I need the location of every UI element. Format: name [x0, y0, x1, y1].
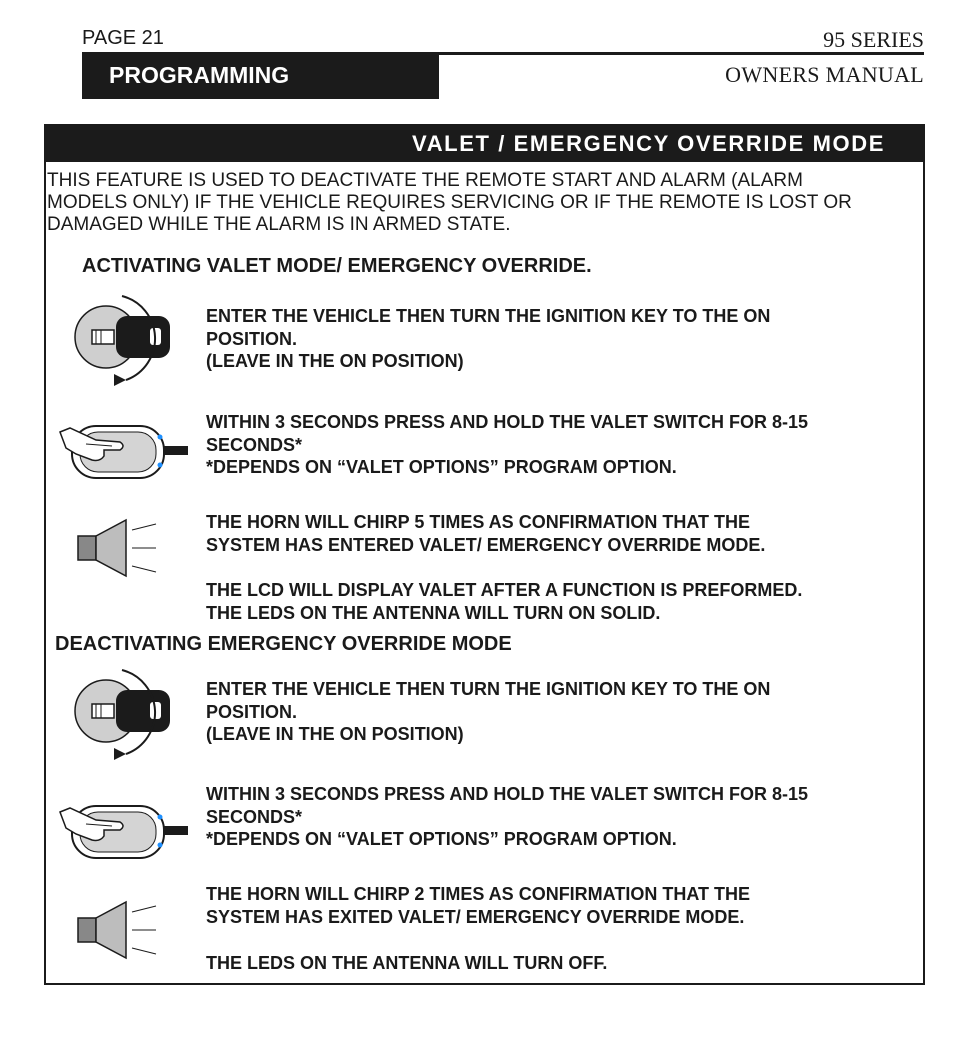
activate-step-2: WITHIN 3 SECONDS PRESS AND HOLD THE VALET SWITCH FOR 8-15 SECONDS* *DEPENDS ON “VALET OPTIONS” PROGRAM OPTION. [206, 412, 809, 477]
section-tab: PROGRAMMING [82, 52, 439, 99]
manual-label: OWNERS MANUAL [725, 62, 924, 87]
deactivate-note: THE LEDS ON THE ANTENNA WILL TURN OFF. [206, 953, 608, 973]
intro-line: MODELS ONLY) IF THE VEHICLE REQUIRES SERVICING OR IF THE REMOTE IS LOST OR [47, 192, 852, 213]
valet-mode-box [44, 124, 925, 985]
header-rule [439, 52, 924, 55]
deactivate-step-1: ENTER THE VEHICLE THEN TURN THE IGNITION KEY TO THE ON POSITION. (LEAVE IN THE ON POSITION) [206, 679, 771, 744]
deactivate-step-2: WITHIN 3 SECONDS PRESS AND HOLD THE VALET SWITCH FOR 8-15 SECONDS* *DEPENDS ON “VALET OPTIONS” PROGRAM OPTION. [206, 784, 809, 849]
valet-switch-icon [56, 800, 191, 868]
page-number: PAGE 21 [82, 27, 164, 49]
deactivate-step-3: THE HORN WILL CHIRP 2 TIMES AS CONFIRMATION THAT THE SYSTEM HAS EXITED VALET/ EMERGENCY OVERRIDE MODE. [206, 884, 750, 927]
series-label: 95 SERIES [823, 27, 924, 52]
intro-paragraph [47, 170, 917, 236]
box-title: VALET / EMERGENCY OVERRIDE MODE [46, 126, 923, 162]
activate-step-3: THE HORN WILL CHIRP 5 TIMES AS CONFIRMATION THAT THE SYSTEM HAS ENTERED VALET/ EMERGENCY OVERRIDE MODE. [206, 512, 766, 555]
ignition-key-icon [68, 664, 178, 764]
horn-speaker-icon [76, 896, 160, 966]
valet-switch-icon [56, 420, 191, 488]
activate-heading: ACTIVATING VALET MODE/ EMERGENCY OVERRIDE. [82, 255, 592, 277]
activate-note: THE LCD WILL DISPLAY VALET AFTER A FUNCTION IS PREFORMED. THE LEDS ON THE ANTENNA WILL TURN ON SOLID. [206, 580, 803, 623]
deactivate-heading: DEACTIVATING EMERGENCY OVERRIDE MODE [55, 633, 512, 655]
intro-line: THIS FEATURE IS USED TO DEACTIVATE THE REMOTE START AND ALARM (ALARM [47, 170, 803, 191]
ignition-key-icon [68, 290, 178, 390]
activate-step-1: ENTER THE VEHICLE THEN TURN THE IGNITION KEY TO THE ON POSITION. (LEAVE IN THE ON POSITION) [206, 306, 771, 371]
intro-line: DAMAGED WHILE THE ALARM IS IN ARMED STATE. [47, 214, 511, 235]
horn-speaker-icon [76, 514, 160, 584]
